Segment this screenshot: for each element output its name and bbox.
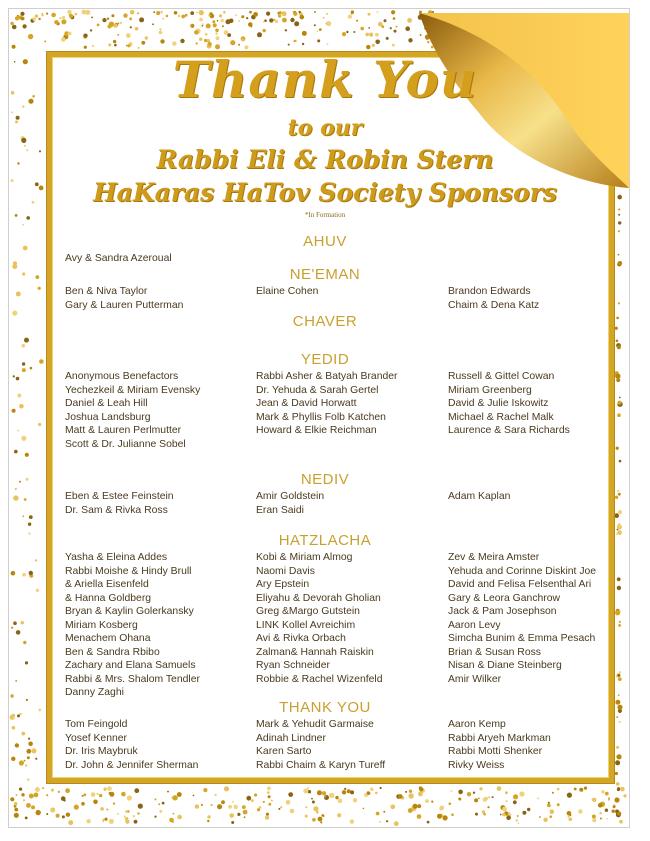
sponsor-name: Dr. John & Jennifer Sherman [65,759,199,771]
thankyou-col3 [448,718,551,772]
sponsor-name: Brandon Edwards [448,286,531,297]
sponsor-name: LINK Kollel Avreichim [256,619,356,631]
tier-heading-thank-you: THANK YOU [279,699,371,716]
sponsor-name: Zachary and Elana Samuels [65,660,196,671]
sponsor-name: Jean & David Horwatt [256,398,357,409]
sponsor-name: Rabbi & Mrs. Shalom Tendler [65,673,200,685]
tier-heading-nediv: NEDIV [300,471,350,488]
sponsor-name: Nisan & Diane Steinberg [448,660,562,671]
sponsor-name: Rabbi Motti Shenker [448,746,543,757]
sponsor-name: Naomi Davis [256,565,315,577]
sponsor-name: Mark & Phyllis Folb Katchen [256,411,386,423]
ahuv-col1 [65,252,172,266]
sponsor-name: Joshua Landsburg [65,411,151,423]
nediv-col2 [256,490,324,517]
tier-heading-chaver: CHAVER [292,313,358,330]
sponsor-name: Miriam Kosberg [65,619,138,631]
sponsor-name: Daniel & Leah Hill [65,398,148,409]
sponsor-name: Menachem Ohana [65,633,151,644]
sponsor-name: Rabbi Chaim & Karyn Tureff [256,759,386,771]
sponsor-name: Scott & Dr. Julianne Sobel [65,438,186,450]
sponsor-name: Amir Wilker [448,673,502,685]
sponsor-name: & Hanna Goldberg [65,592,152,604]
sponsor-name: Eran Saidi [256,504,304,516]
sponsor-name: Russell & Gittel Cowan [448,371,555,382]
hatzlacha-col1 [65,551,200,700]
sponsor-name: Karen Sarto [256,746,312,757]
neeman-col3 [448,285,539,312]
sponsor-name: Avi & Rivka Orbach [256,633,346,644]
sponsor-name: Zalman& Hannah Raiskin [256,646,374,658]
sponsor-name: Dr. Sam & Rivka Ross [65,504,168,516]
sponsor-name: Dr. Yehuda & Sarah Gertel [256,384,379,396]
sponsor-name: Dr. Iris Maybruk [65,746,138,757]
society-title: HaKaras HaTov Society Sponsors [93,178,557,207]
tier-heading-yedid: YEDID [300,351,350,368]
yedid-col2 [256,370,398,438]
sponsor-name: Gary & Leora Ganchrow [448,592,561,604]
sponsor-name: Robbie & Rachel Wizenfeld [256,673,383,685]
sponsor-name: Eben & Estee Feinstein [65,491,174,502]
sponsor-name: Anonymous Benefactors [65,371,179,382]
tier-heading-hatzlacha: HATZLACHA [278,532,372,549]
sponsor-name: & Ariella Eisenfeld [65,579,149,590]
sponsor-name: Danny Zaghi [65,687,124,698]
sponsor-name: David & Julie Iskowitz [448,398,549,409]
sponsor-name: Yasha & Eleina Addes [65,552,168,563]
sponsor-name: Ben & Sandra Rbibo [65,646,160,658]
sponsor-name: Tom Feingold [65,719,128,730]
nediv-col3 [448,490,510,504]
tier-heading-neeman: NE'EMAN [289,266,361,283]
sponsor-name: Rabbi Aryeh Markman [448,732,551,744]
sponsor-name: Ryan Schneider [256,660,330,671]
neeman-col1 [65,285,183,312]
honorees-title: Rabbi Eli & Robin Stern [156,145,494,174]
sponsor-name: Rabbi Asher & Batyah Brander [256,371,398,382]
sponsor-name: Gary & Lauren Putterman [65,299,184,311]
neeman-col2 [256,285,318,299]
sponsor-name: Avy & Sandra Azeroual [65,253,172,264]
sponsor-name: Simcha Bunim & Emma Pesach [448,633,596,644]
sponsor-name: Adam Kaplan [448,491,511,502]
yedid-col3 [448,370,570,438]
hatzlacha-col2 [256,551,382,686]
yedid-col1 [65,370,200,451]
sponsor-name: Brian & Susan Ross [448,646,541,658]
sponsor-name: Rabbi Moishe & Hindy Brull [65,565,192,577]
sponsor-name: Chaim & Dena Katz [448,299,540,311]
sponsor-name: Bryan & Kaylin Golerkansky [65,606,194,617]
sponsor-name: Rivky Weiss [448,759,505,771]
sponsor-name: Amir Goldstein [256,491,325,502]
sponsor-name: Eliyahu & Devorah Gholian [256,592,381,604]
hatzlacha-col3 [448,551,596,686]
sponsor-name: Kobi & Miriam Almog [256,552,353,563]
sponsor-name: Greg &Margo Gutstein [256,606,360,617]
sponsor-name: Aaron Levy [448,619,501,631]
sponsor-name: Laurence & Sara Richards [448,425,570,436]
sponsor-name: Ary Epstein [256,579,310,590]
sponsor-name: Jack & Pam Josephson [448,606,557,617]
thank-you-title: Thank You [172,50,478,109]
sponsor-name: Howard & Elkie Reichman [256,425,377,436]
sponsor-name: Michael & Rachel Malk [448,411,554,423]
sponsor-name: Yehuda and Corinne Diskint Joe [448,565,597,577]
to-our-subtitle: to our [287,115,363,141]
nediv-col1 [65,490,174,517]
thankyou-col2 [256,718,385,772]
tier-heading-ahuv: AHUV [303,233,347,250]
sponsor-name: Miriam Greenberg [448,384,532,396]
sponsor-name: Matt & Lauren Perlmutter [65,425,182,436]
sponsor-name: Ben & Niva Taylor [65,286,148,297]
sponsor-name: Mark & Yehudit Garmaise [256,719,374,730]
sponsor-name: Yechezkeil & Miriam Evensky [65,384,201,396]
sponsor-name: Aaron Kemp [448,719,506,730]
sponsor-name: Zev & Meira Amster [448,552,540,563]
sponsor-name: Elaine Cohen [256,286,319,297]
sponsor-name: Adinah Lindner [256,732,326,744]
sponsor-name: Yosef Kenner [65,732,128,744]
sponsor-name: David and Felisa Felsenthal Ari [448,579,592,590]
formation-note: *In Formation [304,211,346,219]
thankyou-col1 [65,718,198,772]
